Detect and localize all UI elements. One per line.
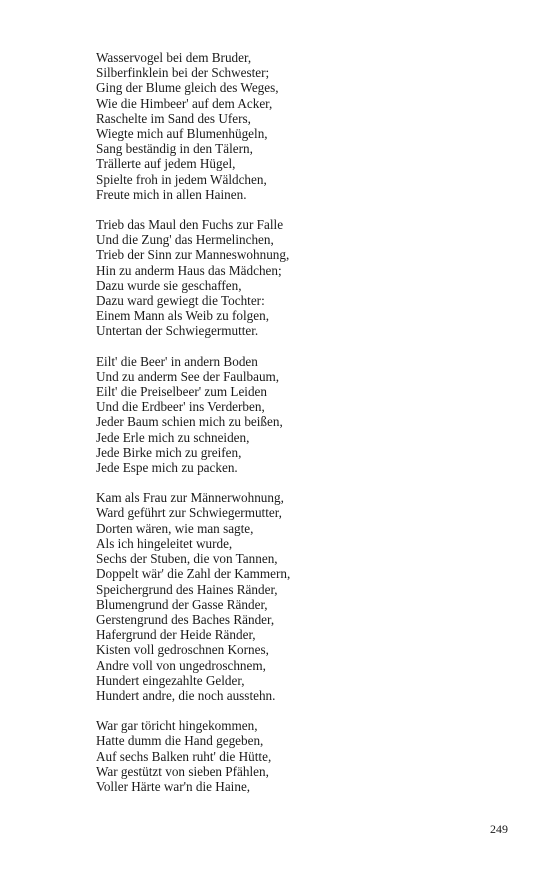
- verse-line: Wasservogel bei dem Bruder,: [96, 50, 252, 65]
- verse-line: Dorten wären, wie man sagte,: [96, 520, 254, 536]
- verse-line: Ward geführt zur Schwiegermutter,: [96, 505, 282, 521]
- verse-line: Sang beständig in den Tälern,: [96, 141, 253, 157]
- stanza: [96, 718, 516, 794]
- verse-line: Trieb der Sinn zur Manneswohnung,: [96, 247, 290, 263]
- verse-line: Und die Erdbeer' ins Verderben,: [96, 399, 265, 415]
- verse-line: Trieb das Maul den Fuchs zur Falle: [96, 217, 284, 233]
- verse-line: Dazu wurde sie geschaffen,: [96, 277, 242, 293]
- verse-line: Dazu ward gewiegt die Tochter:: [96, 293, 265, 309]
- verse-line: Trällerte auf jedem Hügel,: [96, 156, 236, 172]
- verse-line: Einem Mann als Weib zu folgen,: [96, 308, 270, 324]
- stanza: [96, 217, 516, 339]
- verse-line: Silberfinklein bei der Schwester;: [96, 65, 270, 81]
- verse-line: Jede Erle mich zu schneiden,: [96, 429, 250, 445]
- verse-line: Wiegte mich auf Blumenhügeln,: [96, 126, 268, 142]
- verse-line: Ging der Blume gleich des Weges,: [96, 80, 279, 96]
- verse-line: Jeder Baum schien mich zu beißen,: [96, 414, 283, 430]
- verse-line: Und die Zung' das Hermelinchen,: [96, 232, 274, 248]
- verse-line: Eilt' die Beer' in andern Boden: [96, 353, 258, 369]
- verse-line: Hatte dumm die Hand gegeben,: [96, 733, 264, 749]
- page-number: 249: [490, 822, 508, 836]
- verse-line: Hafergrund der Heide Ränder,: [96, 627, 256, 643]
- verse-line: Blumengrund der Gasse Ränder,: [96, 596, 268, 612]
- verse-line: Kisten voll gedroschnen Kornes,: [96, 642, 269, 658]
- verse-line: Jede Espe mich zu packen.: [96, 460, 238, 476]
- verse-line: War gestützt von sieben Pfählen,: [96, 763, 269, 779]
- verse-line: Speichergrund des Haines Ränder,: [96, 581, 278, 597]
- verse-line: Und zu anderm See der Faulbaum,: [96, 368, 280, 384]
- verse-line: Freute mich in allen Hainen.: [96, 186, 247, 202]
- verse-line: Hin zu anderm Haus das Mädchen;: [96, 262, 282, 278]
- verse-line: War gar töricht hingekommen,: [96, 718, 258, 734]
- stanza: [96, 490, 516, 703]
- verse-line: Sechs der Stuben, die von Tannen,: [96, 551, 278, 567]
- verse-line: Kam als Frau zur Männerwohnung,: [96, 490, 284, 506]
- verse-line: Wie die Himbeer' auf dem Acker,: [96, 95, 273, 111]
- verse-line: Raschelte im Sand des Ufers,: [96, 110, 251, 126]
- verse-line: Spielte froh in jedem Wäldchen,: [96, 171, 267, 187]
- verse-line: Auf sechs Balken ruht' die Hütte,: [96, 748, 272, 764]
- stanza: [96, 354, 516, 476]
- poem-text: [96, 50, 516, 809]
- verse-line: Voller Härte war'n die Haine,: [96, 778, 251, 794]
- verse-line: Andre voll von ungedroschnem,: [96, 657, 266, 673]
- verse-line: Als ich hingeleitet wurde,: [96, 535, 233, 551]
- verse-line: Hundert andre, die noch ausstehn.: [96, 687, 276, 703]
- verse-line: Jede Birke mich zu greifen,: [96, 444, 242, 460]
- verse-line: Untertan der Schwiegermutter.: [96, 323, 259, 339]
- verse-line: Doppelt wär' die Zahl der Kammern,: [96, 566, 291, 582]
- verse-line: Gerstengrund des Baches Ränder,: [96, 611, 275, 627]
- verse-line: Eilt' die Preiselbeer' zum Leiden: [96, 384, 267, 400]
- verse-line: Hundert eingezahlte Gelder,: [96, 672, 245, 688]
- stanza: [96, 50, 516, 202]
